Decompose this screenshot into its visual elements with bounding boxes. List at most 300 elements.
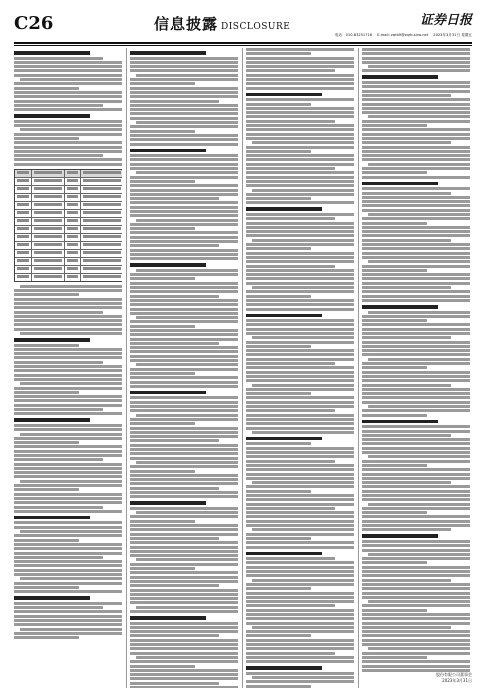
text-line [362, 379, 470, 382]
text-line [130, 193, 238, 196]
text-line [130, 299, 238, 302]
text-line [130, 444, 238, 447]
text-line [14, 104, 103, 107]
text-line [130, 474, 238, 477]
table-cell [80, 250, 122, 257]
section-header [154, 13, 290, 38]
text-line [246, 308, 354, 311]
text-line [130, 277, 195, 280]
text-line [362, 583, 470, 586]
text-line [362, 315, 470, 318]
text-line [246, 639, 354, 642]
paragraph-heading [362, 75, 438, 79]
text-line [362, 481, 451, 484]
text-line [130, 338, 238, 341]
text-line [130, 563, 238, 566]
text-line [14, 61, 122, 64]
text-line [136, 74, 238, 77]
text-line [362, 90, 470, 93]
text-line [130, 589, 238, 592]
table-cell [31, 226, 63, 233]
table-row [15, 185, 122, 193]
text-line [362, 323, 470, 326]
text-line [246, 82, 354, 85]
text-line [246, 414, 354, 417]
table-cell [15, 218, 31, 225]
text-line [130, 167, 238, 170]
text-line [14, 582, 122, 585]
text-line [130, 550, 238, 553]
text-line [362, 490, 470, 493]
table-cell [15, 194, 31, 201]
text-line [362, 290, 470, 293]
text-line [130, 125, 238, 128]
text-line [130, 312, 238, 315]
text-line [246, 252, 354, 255]
text-line [246, 396, 354, 399]
text-line [130, 87, 238, 90]
page-number: C26 [14, 13, 54, 34]
text-line [130, 180, 195, 183]
text-line [362, 498, 470, 501]
text-line [362, 94, 451, 97]
table-cell [64, 178, 80, 185]
text-line [130, 376, 238, 379]
table-cell [31, 242, 63, 249]
table-cell [64, 258, 80, 265]
text-line [362, 319, 427, 322]
paragraph-heading [14, 596, 90, 600]
data-table [14, 169, 122, 282]
text-line [14, 137, 79, 140]
text-line [20, 577, 122, 580]
text-line [246, 65, 354, 68]
text-line [14, 65, 122, 68]
text-line [246, 592, 354, 595]
text-line [246, 485, 354, 488]
text-line [130, 91, 238, 94]
text-line [246, 222, 354, 225]
text-line [246, 103, 311, 106]
text-line [130, 622, 238, 625]
text-line [14, 636, 79, 639]
text-line [136, 656, 238, 659]
table-cell [80, 242, 122, 249]
text-line [20, 285, 122, 288]
text-line [20, 628, 122, 631]
paragraph-heading [130, 51, 206, 55]
text-line [368, 503, 470, 506]
text-line [246, 150, 311, 153]
column-4 [362, 48, 470, 688]
text-line [14, 82, 122, 85]
text-line [14, 441, 79, 444]
text-line [246, 124, 354, 127]
text-line [362, 252, 470, 255]
text-line [14, 311, 103, 314]
text-line [130, 372, 195, 375]
text-line [362, 540, 470, 543]
text-line [14, 154, 103, 157]
text-line [362, 349, 470, 352]
text-line [246, 107, 354, 110]
text-line [130, 422, 195, 425]
text-line [130, 100, 219, 103]
text-line [246, 98, 354, 101]
text-line [246, 587, 311, 590]
text-line [130, 567, 195, 570]
text-line [362, 409, 470, 412]
text-line [246, 265, 335, 268]
text-line [130, 546, 238, 549]
text-line [130, 286, 238, 289]
text-line [130, 176, 238, 179]
table-row [15, 225, 122, 233]
table-cell [80, 218, 122, 225]
text-line [246, 473, 354, 476]
text-line [246, 247, 311, 250]
text-line [246, 345, 311, 348]
text-line [246, 213, 354, 216]
text-line [130, 253, 238, 256]
text-line [14, 374, 122, 377]
text-line [14, 141, 122, 144]
text-line [20, 128, 122, 131]
text-line [14, 289, 122, 292]
text-line [362, 222, 427, 225]
table-row [15, 209, 122, 217]
text-line [130, 669, 238, 672]
text-line [130, 257, 238, 260]
text-line [246, 61, 354, 64]
table-row [15, 249, 122, 257]
text-line [362, 243, 470, 246]
text-line [246, 451, 354, 454]
column-1 [14, 48, 122, 688]
table-row [15, 193, 122, 201]
table-cell [31, 202, 63, 209]
text-line [246, 167, 335, 170]
text-line [130, 643, 238, 646]
text-line [252, 481, 354, 484]
text-line [14, 328, 122, 331]
table-cell [15, 170, 31, 177]
text-line [246, 647, 354, 650]
text-line [246, 680, 354, 683]
text-line [362, 596, 470, 599]
text-line [362, 485, 470, 488]
paragraph-heading [130, 391, 206, 395]
masthead [14, 12, 472, 44]
article-columns [14, 48, 472, 688]
text-line [362, 362, 470, 365]
text-line [362, 196, 470, 199]
table-cell [15, 202, 31, 209]
text-line [246, 371, 354, 374]
text-line [362, 438, 470, 441]
text-line [136, 558, 238, 561]
text-line [246, 349, 354, 352]
section-subtitle: DISCLOSURE [221, 22, 291, 32]
text-line [130, 117, 238, 120]
text-line [246, 600, 354, 603]
text-line [362, 336, 451, 339]
text-line [362, 103, 470, 106]
text-line [246, 176, 354, 179]
table-cell [80, 194, 122, 201]
table-row [15, 265, 122, 273]
text-line [130, 108, 238, 111]
table-row [15, 233, 122, 241]
text-line [130, 665, 195, 668]
text-line [14, 302, 122, 305]
text-line [362, 124, 427, 127]
text-line [14, 526, 122, 529]
text-line [14, 445, 122, 448]
column-2 [130, 48, 238, 688]
text-line [362, 107, 470, 110]
text-line [14, 391, 79, 394]
text-line [14, 602, 122, 605]
text-line [14, 315, 122, 318]
text-line [130, 320, 238, 323]
text-line [362, 277, 470, 280]
text-line [130, 104, 238, 107]
table-cell [64, 170, 80, 177]
text-line [130, 282, 238, 285]
paragraph-heading [130, 616, 206, 620]
paragraph-heading [130, 149, 206, 153]
text-line [130, 385, 238, 388]
text-line [130, 303, 238, 306]
text-line [14, 632, 122, 635]
table-cell [80, 210, 122, 217]
text-line [362, 511, 427, 514]
newspaper-page [14, 12, 472, 688]
column-divider [126, 48, 127, 688]
footer-date: 2023年3月31日 [442, 678, 472, 683]
text-line [14, 306, 122, 309]
text-line [130, 290, 238, 293]
text-line [130, 154, 238, 157]
text-line [14, 471, 122, 474]
table-row [15, 241, 122, 249]
text-line [246, 656, 354, 659]
text-line [130, 227, 195, 230]
text-line [362, 451, 470, 454]
text-line [362, 477, 470, 480]
text-line [246, 226, 354, 229]
text-line [14, 463, 122, 466]
text-line [130, 495, 238, 498]
column-3 [246, 48, 354, 688]
text-line [246, 184, 354, 187]
text-line [362, 447, 470, 450]
text-line [246, 672, 354, 675]
text-line [136, 171, 238, 174]
text-line [130, 381, 238, 384]
masthead-meta [331, 32, 472, 38]
paragraph-heading [246, 552, 322, 556]
text-line [130, 308, 238, 311]
text-line [130, 409, 238, 412]
table-cell [64, 210, 80, 217]
text-line [362, 617, 470, 620]
paragraph-heading [14, 418, 90, 422]
text-line [130, 537, 219, 540]
text-line [362, 468, 470, 471]
text-line [130, 507, 238, 510]
text-line [362, 613, 470, 616]
text-line [136, 606, 238, 609]
table-cell [15, 234, 31, 241]
text-line [362, 286, 451, 289]
table-cell [15, 266, 31, 273]
table-cell [31, 266, 63, 273]
text-line [130, 333, 238, 336]
table-row [15, 273, 122, 281]
text-line [362, 176, 470, 179]
text-line [362, 167, 470, 170]
text-line [362, 57, 470, 60]
text-line [246, 295, 311, 298]
text-line [246, 643, 354, 646]
text-line [130, 515, 238, 518]
text-line [20, 480, 122, 483]
text-line [130, 295, 219, 298]
table-cell [31, 274, 63, 281]
text-line [368, 213, 470, 216]
text-line [14, 510, 122, 513]
text-line [246, 230, 354, 233]
text-line [246, 609, 354, 612]
text-line [246, 490, 311, 493]
text-line [130, 580, 238, 583]
text-line [130, 452, 238, 455]
text-line [246, 537, 311, 540]
text-line [362, 464, 427, 467]
footer-signature [382, 672, 472, 684]
text-line [14, 560, 122, 563]
text-line [130, 576, 238, 579]
text-line [362, 192, 451, 195]
text-line [14, 501, 122, 504]
text-line [362, 239, 451, 242]
text-line [246, 583, 354, 586]
text-line [362, 282, 470, 285]
table-cell [80, 178, 122, 185]
text-line [246, 503, 354, 506]
text-line [246, 260, 354, 263]
text-line [362, 520, 470, 523]
text-line [362, 604, 470, 607]
text-line [130, 342, 219, 345]
text-line [14, 488, 79, 491]
column-divider [358, 48, 359, 688]
table-cell [64, 186, 80, 193]
text-line [362, 544, 470, 547]
text-line [246, 570, 354, 573]
text-line [130, 597, 238, 600]
paragraph-heading [14, 338, 90, 342]
text-line [130, 95, 238, 98]
text-line [362, 328, 470, 331]
text-line [246, 660, 354, 663]
table-cell [15, 178, 31, 185]
text-line [14, 344, 79, 347]
text-line [14, 564, 122, 567]
text-line [362, 69, 470, 72]
text-line [246, 524, 354, 527]
text-line [246, 146, 354, 149]
text-line [246, 455, 354, 458]
text-line [246, 379, 354, 382]
text-line [20, 530, 122, 533]
text-line [362, 660, 470, 663]
text-line [130, 143, 238, 146]
text-line [362, 204, 470, 207]
text-line [246, 282, 354, 285]
table-cell [31, 194, 63, 201]
text-line [246, 468, 354, 471]
text-line [246, 163, 354, 166]
text-line [14, 348, 122, 351]
meta-email: E-mail: zqrb9@zqrb.sina.net [377, 33, 429, 37]
text-line [14, 521, 122, 524]
text-line [14, 356, 122, 359]
meta-date: 2023年3月31日 星期五 [433, 33, 472, 37]
table-cell [64, 242, 80, 249]
text-line [362, 434, 451, 437]
text-line [130, 541, 238, 544]
text-line [130, 652, 238, 655]
text-line [246, 604, 335, 607]
text-line [136, 121, 238, 124]
text-line [362, 566, 470, 569]
text-line [14, 74, 122, 77]
text-line [362, 171, 427, 174]
text-line [246, 617, 354, 620]
text-line [20, 78, 122, 81]
text-line [362, 353, 470, 356]
text-line [362, 494, 470, 497]
text-line [246, 273, 354, 276]
text-line [362, 141, 451, 144]
text-line [246, 217, 335, 220]
text-line [130, 448, 238, 451]
text-line [14, 124, 122, 127]
text-line [130, 682, 219, 685]
paragraph-heading [362, 534, 438, 538]
paragraph-heading [14, 51, 90, 55]
text-line [362, 460, 470, 463]
text-line [14, 534, 122, 537]
text-line [14, 163, 122, 166]
text-line [362, 622, 470, 625]
text-line [362, 549, 470, 552]
text-line [362, 579, 451, 582]
text-line [362, 217, 470, 220]
text-line [14, 361, 103, 364]
table-cell [31, 186, 63, 193]
text-line [14, 454, 122, 457]
text-line [246, 277, 354, 280]
text-line [20, 332, 122, 335]
text-line [130, 524, 238, 527]
text-line [362, 273, 470, 276]
table-cell [31, 210, 63, 217]
text-line [136, 363, 238, 366]
